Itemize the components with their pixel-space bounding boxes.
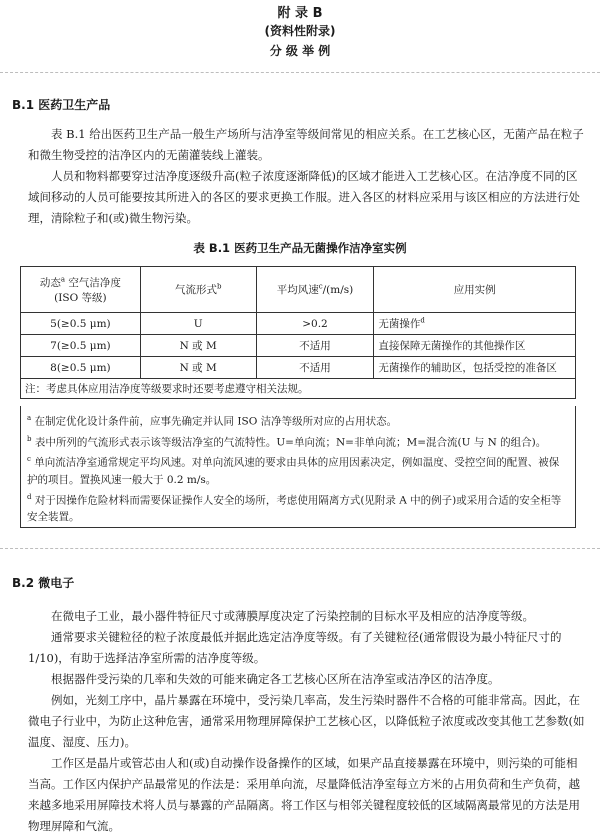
cell-velocity: 不适用 — [256, 335, 374, 357]
header-airflow: 气流形式$^b$ — [140, 267, 256, 313]
header-application: 应用实例 — [374, 267, 576, 313]
footnote: $^d$ 对于因操作危险材料而需要保证操作人安全的场所，考虑使用隔离方式(见附录 A 中的例子)或采用合适的安全柜等安全装置。 — [27, 492, 562, 523]
paragraph: 通常要求关键粒径的粒子浓度最低并据此选定洁净度等级。有了关键粒径(通常假设为最小特征尺寸的 1/10)，有助于选择洁净室所需的洁净度等级。 — [28, 630, 562, 665]
paragraph: 工作区是晶片或管芯由人和(或)自动操作设备操作的区域，如果产品直接暴露在环境中，则污染的可能相当高。工作区内保护产品最常见的作法是：采用单向流，尽量降低洁净室每立方米的占用负荷和生产负荷，越来越多地采用屏障技术将人员与暴露的产品隔离。将工作区与相邻关键程度较低的区域隔离最常见的方法是用物理屏障和气流。 — [28, 756, 580, 833]
cell-grade: 7(≥0.5 μm) — [21, 335, 141, 357]
cell-grade: 8(≥0.5 μm) — [21, 357, 141, 379]
section-b1-title: B.1 医药卫生产品 — [12, 98, 111, 112]
cell-application: 无菌操作的辅助区，包括受控的准备区 — [374, 357, 576, 379]
cell-velocity: >0.2 — [256, 313, 374, 335]
cell-application: 直接保障无菌操作的其他操作区 — [374, 335, 576, 357]
paragraph: 表 B.1 给出医药卫生产品一般生产场所与洁净室等级间常见的相应关系。在工艺核心区，无菌产品在粒子和微生物受控的洁净区内的无菌灌装线上灌装。 — [28, 127, 584, 162]
appendix-subtitle: (资料性附录) — [264, 24, 336, 38]
header-velocity: 平均风速$^c$/(m/s) — [256, 267, 374, 313]
section-b1-body — [28, 124, 586, 229]
cell-grade: 5(≥0.5 μm) — [21, 313, 141, 335]
divider — [0, 72, 600, 73]
table-header-row — [21, 267, 576, 313]
appendix-heading: 分 级 举 例 — [269, 44, 331, 58]
table-row — [21, 335, 576, 357]
table-note: 注：考虑具体应用洁净度等级要求时还要考虑遵守相关法规。 — [21, 379, 576, 399]
divider — [0, 548, 600, 549]
section-b2-title: B.2 微电子 — [12, 576, 75, 590]
table-footnotes — [20, 406, 576, 528]
cell-velocity: 不适用 — [256, 357, 374, 379]
footnote: $^b$ 表中所列的气流形式表示该等级洁净室的气流特性。U=单向流；N=非单向流；M=混合流(U 与 N 的组合)。 — [27, 434, 547, 448]
table-row — [21, 313, 576, 335]
header-cleanliness: 动态$^a$ 空气洁净度 (ISO 等级) — [21, 267, 141, 313]
table-b1 — [20, 266, 576, 399]
cell-airflow: N 或 M — [140, 357, 256, 379]
footnote: $^c$ 单向流洁净室通常规定平均风速。对单向流风速的要求由具体的应用因素决定，例如温度、受控空间的配置、被保护的项目。置换风速一般大于 0.2 m/s。 — [27, 455, 560, 486]
paragraph: 人员和物料都要穿过洁净度逐级升高(粒子浓度逐渐降低)的区域才能进入工艺核心区。在洁净度不同的区域间移动的人员可能要按其所进入的各区的要求更换工作服。进入各区的材料应采用与该区相应的方法进行处理，清除粒子和(或)微生物污染。 — [28, 169, 580, 225]
cell-airflow: N 或 M — [140, 335, 256, 357]
cell-application: 无菌操作$^d$ — [374, 313, 576, 335]
paragraph: 在微电子工业，最小器件特征尺寸或薄膜厚度决定了污染控制的目标水平及相应的洁净度等级。 — [51, 609, 534, 623]
paragraph: 例如，光刻工序中，晶片暴露在环境中，受污染几率高，发生污染时器件不合格的可能非常高。因此，在微电子行业中，为防止这种危害，通常采用物理屏障保护工艺核心区，以降低粒子浓度或改变其他工艺参数(如温度、湿度、压力)。 — [28, 693, 585, 749]
section-b2-body — [28, 606, 586, 837]
table-note-row — [21, 379, 576, 399]
table-caption: 表 B.1 医药卫生产品无菌操作洁净室实例 — [193, 241, 407, 255]
footnote: $^a$ 在制定优化设计条件前，应事先确定并认同 ISO 洁净等级所对应的占用状态。 — [27, 414, 398, 428]
cell-airflow: U — [140, 313, 256, 335]
table-row — [21, 357, 576, 379]
appendix-title: 附 录 B — [277, 6, 323, 21]
paragraph: 根据器件受污染的几率和失效的可能来确定各工艺核心区所在洁净室或洁净区的洁净度。 — [51, 672, 500, 686]
